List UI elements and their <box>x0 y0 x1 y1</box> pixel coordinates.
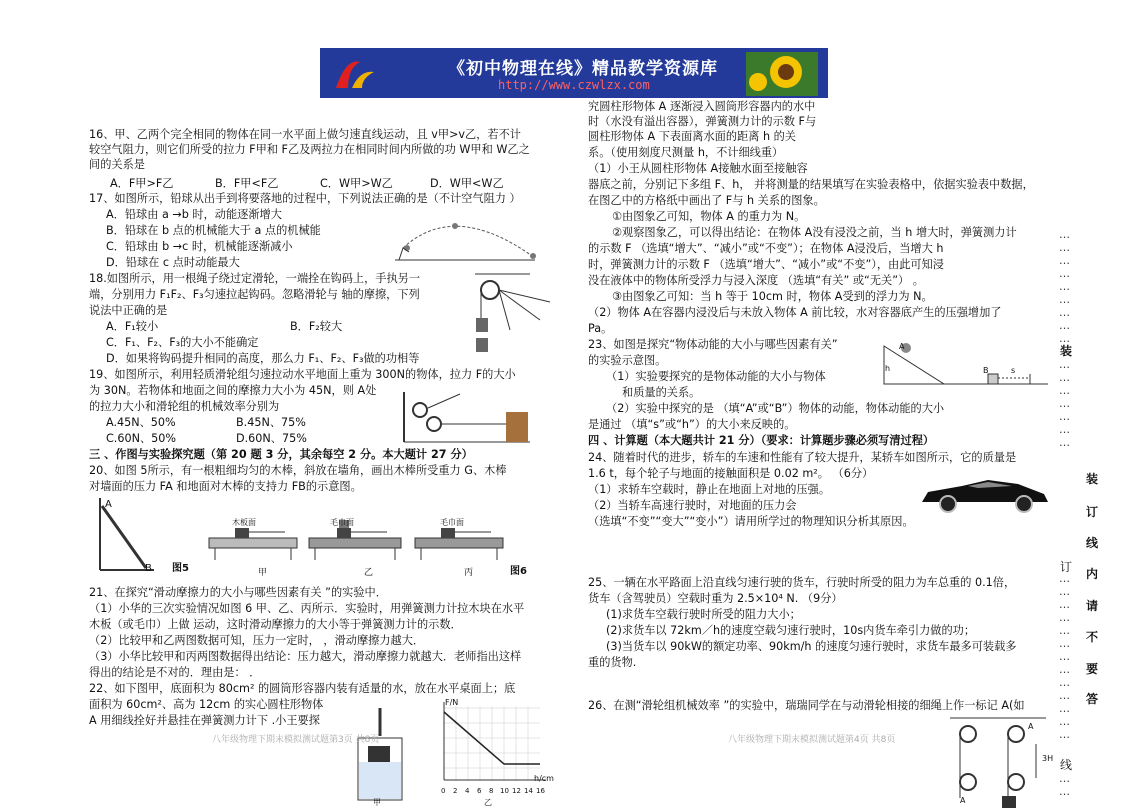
pulley-label-a: A <box>1028 722 1034 731</box>
q23-line: （2）实验中探究的是 （填“A”或“B”）物体的动能，物体动能的大小 <box>606 402 945 415</box>
sunflower-icon <box>746 52 818 96</box>
q22-1-line: 器底之前，分别记下多组 F、h， 并将测量的结果填写在实验表格中，依据实验表中数据， <box>588 178 1034 191</box>
binding-dots: … … … … … … … … … <box>1059 228 1070 345</box>
graph-xtick: 0 <box>441 787 446 795</box>
q18-option: A．F₁较小 <box>106 320 159 333</box>
q22-1-line: （1）小王从圆柱形物体 A接触水面至接触容 <box>588 162 808 175</box>
ramp-label-s: s <box>1011 366 1016 375</box>
q24-line: （选填“不变”“变大”“变小”）请用所学过的物理知识分析其原因。 <box>588 515 914 528</box>
q24-line: 24、随着时代的进步，轿车的车速和性能有了较大提升，某轿车如图所示，它的质量是 <box>588 451 1017 464</box>
q25-line: (3)当货车以 90kW的额定功率、90km/h 的速度匀速行驶时，求货车最多可装载多 <box>606 640 1017 653</box>
q21-line: （1）小华的三次实验情况如图 6 甲、乙、丙所示．实验时，用弹簧测力计拉木块在水平 <box>89 602 525 615</box>
sports-car-icon <box>918 472 1052 514</box>
q16-option: B．F甲<F乙 <box>215 177 279 190</box>
fig6-sub: 乙 <box>364 568 374 578</box>
binding-dots: … … … … … … … … … … … … … <box>1059 572 1070 741</box>
section-4-heading: 四 、计算题（本大题共计 21 分）（要求：计算题步骤必须写清过程） <box>588 434 935 447</box>
q19-option: D.60N、75% <box>236 432 307 445</box>
q21-line: （3）小华比较甲和丙两图数据得出结论：压力越大，滑动摩擦力就越大．老师指出这样 <box>89 650 522 663</box>
q17-line: 17、如图所示，铅球从出手到将要落地的过程中，下列说法正确的是（不计空气阻力 ） <box>89 192 521 205</box>
binding-char: 装 <box>1086 472 1099 486</box>
ramp-label-b: B <box>983 366 989 375</box>
fig5-label-a: A <box>105 499 112 510</box>
fig5-caption: 图5 <box>172 563 189 574</box>
binding-char: 要 <box>1086 662 1099 676</box>
q22-2-line: Pa。 <box>588 322 613 335</box>
q22-line: 面积为 60cm²、高为 12cm 的实心圆柱形物体 <box>89 698 324 711</box>
graph-xtick: 4 <box>465 787 470 795</box>
fig6-caption: 图6 <box>510 566 527 577</box>
q19-option: B.45N、75% <box>236 416 306 429</box>
pulley-figure <box>470 270 560 360</box>
graph-xlabel: h/cm <box>534 774 554 783</box>
shotput-figure <box>385 208 545 268</box>
fig6-label: 毛巾面 <box>440 518 464 527</box>
container-figure <box>352 706 422 806</box>
section-3-heading: 三 、作图与实验探究题（第 20 题 3 分，其余每空 2 分。本大题计 27 分） <box>89 448 473 461</box>
pulley-label-h: 3H <box>1042 754 1054 763</box>
binding-char: 装 <box>1060 344 1073 358</box>
q22-1-line: 的示数 F （选填“增大”、“减小”或“不变”）；在物体 A浸没后，当增大 h <box>588 242 944 255</box>
q22-1-line: ①由图象乙可知，物体 A 的重力为 N。 <box>612 210 806 223</box>
graph-xtick: 2 <box>453 787 458 795</box>
q23-line: 的实验示意图。 <box>588 354 667 367</box>
banner <box>320 48 828 98</box>
graph-xtick: 10 <box>500 787 509 795</box>
banner-title: 《初中物理在线》精品教学资源库 <box>448 59 718 79</box>
binding-char: 内 <box>1086 567 1099 581</box>
banner-url: http://www.czwlzx.com <box>498 78 650 92</box>
q22-1-line: 时，弹簧测力计的示数 F （选填“增大”、“减小”或“不变”），由此可知浸 <box>588 258 944 271</box>
q17-option: B．铅球在 b 点的机械能大于 a 点的机械能 <box>106 224 321 237</box>
graph-xtick: 16 <box>536 787 545 795</box>
binding-char: 请 <box>1086 599 1099 613</box>
binding-char: 线 <box>1060 758 1073 772</box>
q22-line: 22、如下图甲，底面积为 80cm² 的圆筒形容器内装有适量的水，放在水平桌面上；底 <box>89 682 516 695</box>
graph-xtick: 12 <box>512 787 521 795</box>
q19-line: 19、如图所示，利用轻质滑轮组匀速拉动水平地面上重为 300N的物体，拉力 F的大小 <box>89 368 516 381</box>
q16-option: D．W甲<W乙 <box>430 177 504 190</box>
left-footer: 八年级物理下期末模拟测试题第3页 共8页 <box>212 735 380 745</box>
ramp-label-a: A <box>899 342 905 351</box>
ramp-label-h: h <box>885 364 891 373</box>
q25-line: 25、一辆在水平路面上沿直线匀速行驶的货车，行驶时所受的阻力为车总重的 0.1倍， <box>588 576 1016 589</box>
q22-line: A 用细线拴好并悬挂在弹簧测力计下 .小王要探 <box>89 714 320 727</box>
q22-1-line: 在图乙中的方格纸中画出了 F与 h 关系的图象。 <box>588 194 825 207</box>
q23-line: 和质量的关系。 <box>622 386 701 399</box>
ramp-figure <box>880 338 1052 390</box>
q17-option: A．铅球由 a →b 时，动能逐渐增大 <box>106 208 282 221</box>
pulley-block-figure <box>400 388 535 448</box>
q22-2-line: （2）物体 A在容器内浸没后与未放入物体 A 前比较，水对容器底产生的压强增加了 <box>588 306 1002 319</box>
q17-option: C．铅球由 b →c 时，机械能逐渐减小 <box>106 240 293 253</box>
q18-line: 说法中正确的是 <box>89 304 168 317</box>
q22-1-line: 没在液体中的物体所受浮力与浸入深度 （选填“有关” 或“无关”） 。 <box>588 274 924 287</box>
q22-1-line: ②观察图象乙，可以得出结论：在物体 A没有浸没之前，当 h 增大时，弹簧测力计 <box>612 226 1017 239</box>
binding-char: 线 <box>1086 536 1099 550</box>
q23-line: （1）实验要探究的是物体动能的大小与物体 <box>606 370 826 383</box>
q18-option: C．F₁、F₂、F₃的大小不能确定 <box>106 336 259 349</box>
q21-line: 得出的结论是不对的．理由是： ． <box>89 666 261 679</box>
binding-char: 订 <box>1060 560 1073 574</box>
q16-option: C．W甲>W乙 <box>320 177 393 190</box>
q18-option: D．如果将钩码提升相同的高度，那么力 F₁、F₂、F₃做的功相等 <box>106 352 420 365</box>
q24-line: 1.6 t，每个轮子与地面的接触面积是 0.02 m²。 （6分） <box>588 467 874 480</box>
fig6-label: 木板面 <box>232 518 256 527</box>
q19-option: A.45N、50% <box>106 416 176 429</box>
q26-line: 26、在测“滑轮组机械效率 ”的实验中，瑞瑞同学在与动滑轮相接的细绳上作一标记 A(如 <box>588 699 1025 712</box>
q24-line: （2）当轿车高速行驶时，对地面的压力会 <box>588 499 797 512</box>
q24-line: （1）求轿车空载时，静止在地面上对地的压强。 <box>588 483 831 496</box>
q21-line: （2）比较甲和乙两图数据可知，压力一定时， ，滑动摩擦力越大． <box>89 634 425 647</box>
fig6-sub: 丙 <box>464 568 474 578</box>
q17-option: D．铅球在 c 点时动能最大 <box>106 256 240 269</box>
binding-char: 订 <box>1086 505 1099 519</box>
q22-cont-line: 究圆柱形物体 A 逐渐浸入圆筒形容器内的水中 <box>588 100 816 113</box>
fig-sub: 甲 <box>373 798 381 807</box>
binding-dots: … … … … … … … <box>1059 358 1070 449</box>
q16-line: 较空气阻力，则它们所受的拉力 F甲和 F乙及两拉力在相同时间内所做的功 W甲和 W乙之 <box>89 143 530 156</box>
q18-line: 端，分别用力 F₁F₂、F₃匀速拉起钩码。忽略滑轮与 轴的摩擦，下列 <box>89 288 420 301</box>
q23-line: 23、如图是探究“物体动能的大小与哪些因素有关” <box>588 338 838 351</box>
q22-cont-line: 系。（使用刻度尺测量 h，不计细线重） <box>588 146 784 159</box>
binding-char: 答 <box>1086 692 1099 706</box>
q22-cont-line: 时（水没有溢出容器），弹簧测力计的示数 F与 <box>588 115 817 128</box>
q22-1-line: ③由图象乙可知：当 h 等于 10cm 时，物体 A受到的浮力为 N。 <box>612 290 933 303</box>
q19-line: 为 30N。若物体和地面之间的摩擦力大小为 45N，则 A处 <box>89 384 377 397</box>
fig6-sub: 甲 <box>258 568 268 578</box>
q18-line: 18.如图所示，用一根绳子绕过定滑轮，一端拴在钩码上，手执另一 <box>89 272 421 285</box>
q19-option: C.60N、50% <box>106 432 177 445</box>
q16-line: 间的关系是 <box>89 158 145 171</box>
binding-dots: … … <box>1059 772 1070 798</box>
right-footer: 八年级物理下期末模拟测试题第4页 共8页 <box>728 735 896 745</box>
pulley-label-a2: A <box>960 796 966 805</box>
q25-line: (2)求货车以 72km／h的速度空载匀速行驶时，10s内货车牵引力做的功； <box>606 624 976 637</box>
graph-ylabel: F/N <box>445 698 459 707</box>
q21-line: 21、在探究“滑动摩擦力的大小与哪些因素有关 ”的实验中． <box>89 586 387 599</box>
q19-line: 的拉力大小和滑轮组的机械效率分别为 <box>89 400 280 413</box>
fig6-label: 毛巾面 <box>330 518 354 527</box>
q25-line: 货车（含驾驶员）空载时重为 2.5×10⁴ N. （9分） <box>588 592 843 605</box>
q16-line: 16、甲、乙两个完全相同的物体在同一水平面上做匀速直线运动，且 v甲>v乙，若不计 <box>89 128 521 141</box>
graph-xtick: 6 <box>477 787 482 795</box>
graph-xtick: 14 <box>524 787 533 795</box>
fig-sub: 乙 <box>484 798 492 807</box>
graph-xtick: 8 <box>489 787 494 795</box>
fig5-label-b: B <box>145 563 152 574</box>
q23-line: 是通过 （填“s”或“h”）的大小来反映的。 <box>588 418 796 431</box>
logo-icon <box>326 54 386 94</box>
q16-option: A．F甲>F乙 <box>110 177 174 190</box>
q20-line: 20、如图 5所示，有一根粗细均匀的木棒，斜放在墙角，画出木棒所受重力 G、木棒 <box>89 464 507 477</box>
q21-line: 木板（或毛巾）上做 运动，这时滑动摩擦力的大小等于弹簧测力计的示数． <box>89 618 462 631</box>
q25-line: 重的货物. <box>588 656 637 669</box>
q25-line: (1)求货车空载行驶时所受的阻力大小； <box>606 608 801 621</box>
q22-cont-line: 圆柱形物体 A 下表面离水面的距离 h 的关 <box>588 130 796 143</box>
q20-line: 对墙面的压力 FA 和地面对木棒的支持力 FB的示意图。 <box>89 480 362 493</box>
q18-option: B．F₂较大 <box>290 320 343 333</box>
binding-char: 不 <box>1086 630 1099 644</box>
